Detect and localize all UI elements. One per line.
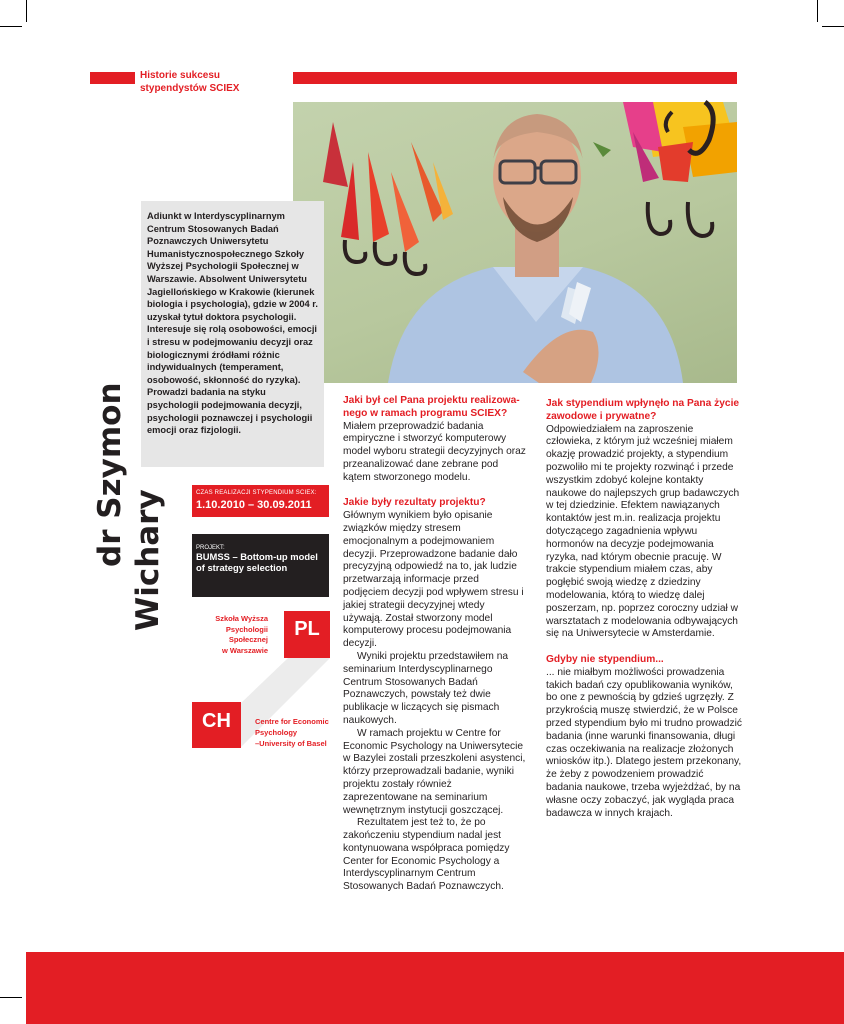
header-accent-bar-left <box>90 72 135 84</box>
host-institution <box>255 716 337 749</box>
interview-answer: Głównym wynikiem było opisanie związków między stresem emocjonalnym a podejmowaniem decyzji. Przeprowadzone badanie dało precyzyjną odpowiedź na to, jak ludzie przetwarzają informacje przed podjęciem decyzji pod wpływem stresu i jakiej strategii decyzyjnej wtedy używają. Został stworzony model komputerowy procesu podejmowania decyzji. <box>343 510 524 650</box>
host-institution-line: Centre for Economic <box>255 717 329 726</box>
name-line-1: dr Szymon <box>92 382 128 567</box>
country-code-pl: PL <box>294 618 320 640</box>
stipend-period-label: CZAS REALIZACJI STYPENDIUM SCIEX: <box>196 490 317 496</box>
interview-question: Jak stypendium wpłynęło na Pana życie zawodowe i prywatne? <box>546 398 740 422</box>
header-accent-bar-right <box>293 72 737 84</box>
interview-column-2 <box>546 398 742 833</box>
portrait-illustration <box>293 102 737 383</box>
interview-question: Jakie były rezultaty projektu? <box>343 497 486 509</box>
kicker-line: Historie sukcesu <box>140 70 221 81</box>
crop-mark <box>0 26 22 27</box>
interview-column-1 <box>343 395 526 894</box>
home-institution-line: Szkoła Wyższa <box>215 614 268 623</box>
footer-band <box>26 952 844 1024</box>
country-code-ch: CH <box>202 710 231 732</box>
home-institution-line: w Warszawie <box>222 645 268 655</box>
umbrella-left-group <box>323 122 453 274</box>
home-institution-line: Psychologii <box>225 624 268 634</box>
section-kicker <box>140 69 290 95</box>
project-label: PROJEKT: <box>196 545 225 551</box>
host-institution-line: –University of Basel <box>255 739 327 748</box>
crop-mark <box>817 0 818 22</box>
interview-answer-paragraph: Rezultatem jest też to, że po zakończeniu stypendium nadal jest kontynuowana współpraca pomiędzy Center for Economic Psychology a Interdyscyplinarnym Centrum Stosowanych Badań Poznawczych. <box>343 817 510 893</box>
project-title: BUMSS – Bottom-up model of strategy selection <box>196 551 318 573</box>
kicker-line: stypendystów SCIEX <box>140 83 240 94</box>
stipend-period-value: 1.10.2010 – 30.09.2011 <box>196 499 312 511</box>
crop-mark <box>26 0 27 22</box>
crop-mark <box>0 997 22 998</box>
name-line-2: Wichary <box>130 489 166 631</box>
home-institution-line: Społecznej <box>228 635 268 644</box>
portrait-photo <box>293 102 737 383</box>
umbrella-right-group <box>593 102 737 236</box>
interview-answer: Miałem przeprowadzić badania empiryczne i stworzyć komputerowy model wyboru strategii decyzyjnych oraz przeanalizować dane zebrane pod kątem stworzonego modelu. <box>343 420 526 483</box>
interview-answer: ... nie miałbym możliwości prowadzenia takich badań czy opublikowania wyników, bo one z pewnością by gdzieś ugrzęzły. Z przykrością muszę stwierdzić, że w Polsce przed stypendium było mi trudno prowadzić badania (inne warunki finansowania, długi czas oczekiwania na realizacje złożonych wniosków itp.). Dlatego jestem przekonany, że żeby z powodzeniem prowadzić badania naukowe, trzeba wyjeżdżać, by na własne oczy zobaczyć, jak wygląda praca badawcza w innych krajach. <box>546 666 742 819</box>
person-name <box>86 382 166 631</box>
crop-mark <box>822 26 844 27</box>
interview-answer-paragraph: Wyniki projektu przedstawiłem na seminarium Interdyscyplinarnego Centrum Stosowanych Badań Poznawczych, powstały też dwie publikacje w liczących się pismach naukowych. <box>343 650 509 726</box>
host-institution-line: Psychology <box>255 728 298 737</box>
interview-question: Jaki był cel Pana projektu realizowa-nego w ramach programu SCIEX? <box>343 395 520 419</box>
person-name-vertical <box>86 382 166 631</box>
home-institution <box>190 614 268 656</box>
interview-answer-paragraph: W ramach projektu w Centre for Economic Psychology na Uniwersytecie w Bazylei zostali przeszkoleni asystenci, którzy przeprowadzali badanie, wyniki projektu zostały również zaprezentowane na seminarium wewnętrznym instytucji goszczącej. <box>343 727 526 816</box>
interview-question: Gdyby nie stypendium... <box>546 653 664 665</box>
bio-text: Adiunkt w Interdyscyplinarnym Centrum Stosowanych Badań Poznawczych Uniwersytetu Humanistycznospołecznego Szkoły Wyższej Psychologii Społecznej w Warszawie. Absolwent Uniwersytetu Jagiellońskiego w Krakowie (kierunek biologia i psychologia), gdzie w 2004 r. uzyskał tytuł doktora psychologii. Interesuje się rolą osobowości, emocji i stresu w podejmowaniu decyzji oraz biologicznymi źródłami różnic indywidualnych (temperament, osobowość, skłonność do ryzyka). Prowadzi badania na styku psychologii podejmowania decyzji, psychologii poznawczej i psychologii emocji oraz fizjologii. <box>147 211 318 436</box>
interview-answer: Odpowiedziałem na zaproszenie człowieka, z którym już wcześniej miałem okazję prowadzić projekty, a stypendium pozwoliło mi te projekty rozwinąć i przede wszystkim zdobyć kolejne kontakty naukowe do najlepszych grup badawczych w tej dziedzinie. Efektem nawiązanych kontaktów jest m.in. realizacja projektu dotyczącego zagadnienia wpływu hormonów na decyzje podejmowania ryzyka, nad którym obecnie pracuję. W trakcie stypendium miałem czas, aby pogłębić swoją wiedzę z dziedziny modelowania, którą to wiedzę dalej poszerzam, np. poprzez coroczny udział w warsztatach z modelowania odbywających się na Uniwersytecie w Amsterdamie. <box>546 423 740 640</box>
